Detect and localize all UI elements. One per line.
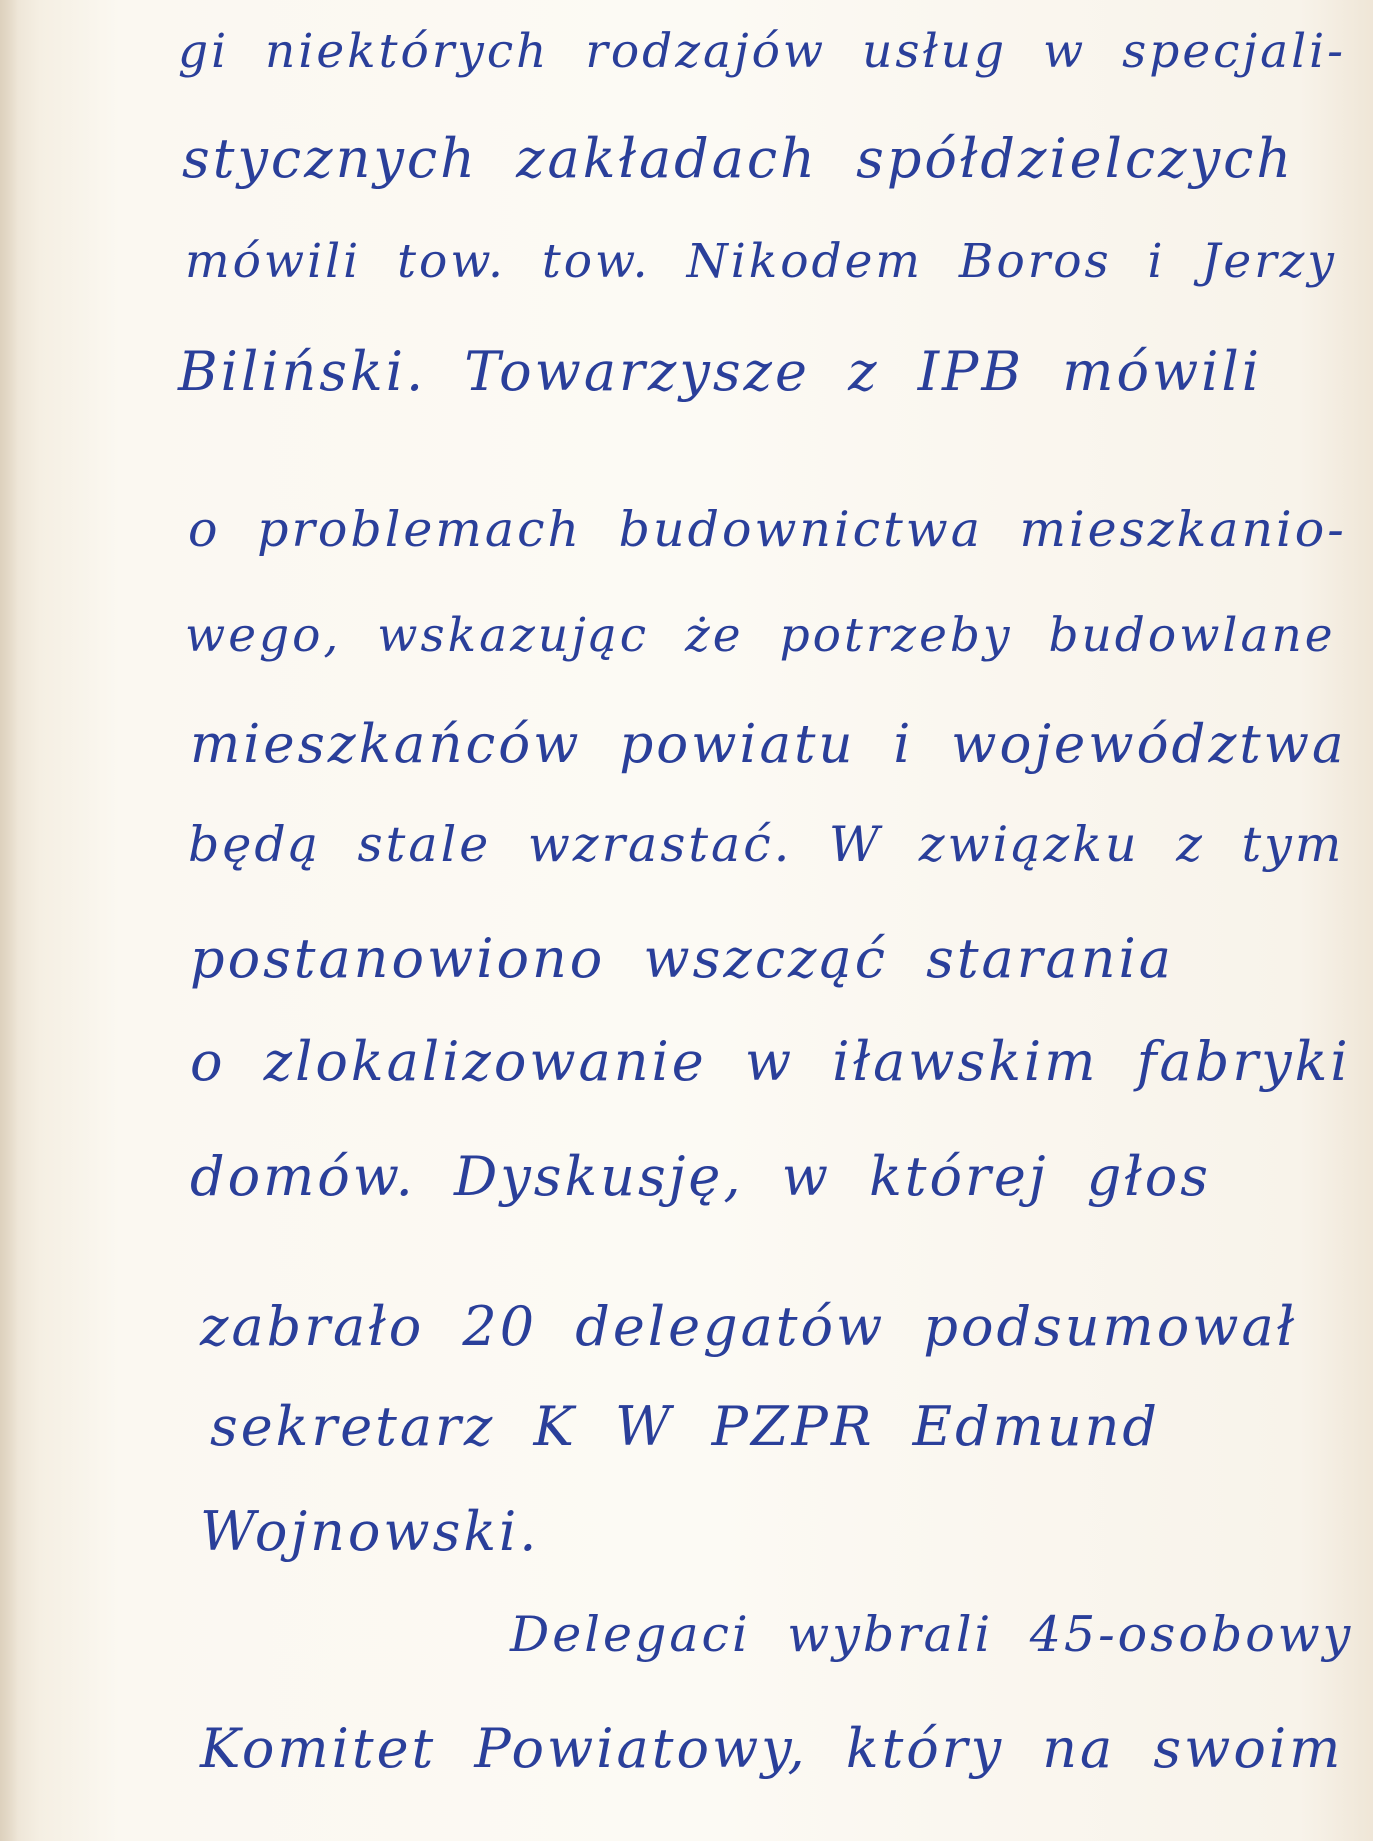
text-line-14: Wojnowski. — [200, 1500, 540, 1563]
text-line-12: zabrało 20 delegatów podsumował — [200, 1295, 1298, 1358]
text-line-8: będą stale wzrastać. W związku z tym — [188, 816, 1345, 873]
text-line-9: postanowiono wszcząć starania — [190, 927, 1174, 990]
text-line-5: o problemach budownictwa mieszkanio- — [188, 501, 1347, 558]
text-line-16: Komitet Powiatowy, który na swoim — [200, 1717, 1344, 1780]
text-line-11: domów. Dyskusję, w której głos — [190, 1145, 1211, 1208]
page-binding-shadow — [0, 0, 18, 1841]
text-line-3: mówili tow. tow. Nikodem Boros i Jerzy — [185, 234, 1337, 289]
text-line-7: mieszkańców powiatu i województwa — [190, 714, 1347, 775]
text-line-15: Delegaci wybrali 45-osobowy — [510, 1606, 1354, 1663]
text-line-13: sekretarz K W PZPR Edmund — [210, 1395, 1160, 1458]
text-line-6: wego, wskazując że potrzeby budowlane — [185, 608, 1336, 663]
text-line-1: gi niektórych rodzajów usług w specjali- — [178, 24, 1347, 79]
text-line-2: stycznych zakładach spółdzielczych — [182, 127, 1295, 190]
text-line-4: Biliński. Towarzysze z IPB mówili — [178, 340, 1262, 403]
text-line-10: o zlokalizowanie w iławskim fabryki — [190, 1030, 1351, 1093]
